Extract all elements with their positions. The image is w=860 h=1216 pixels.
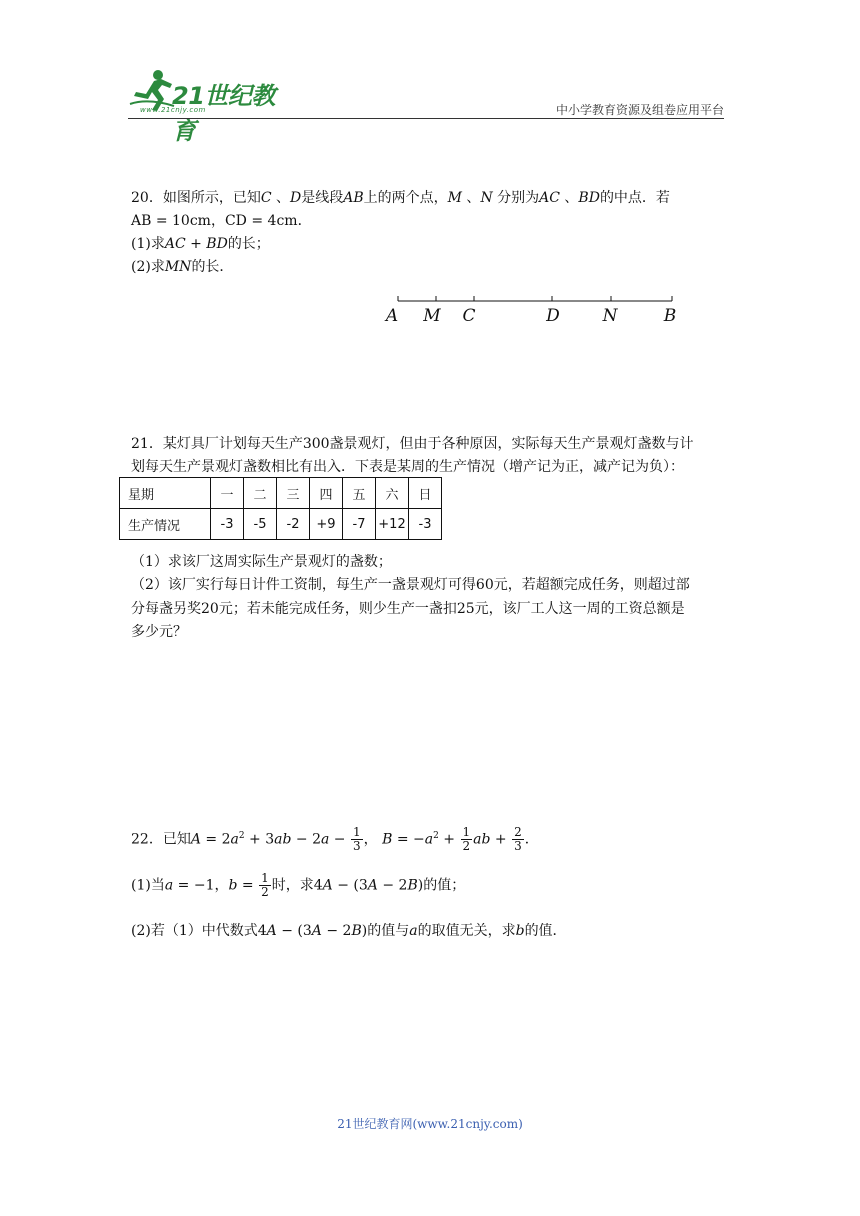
q20-line2: AB = 10cm，CD = 4cm． xyxy=(131,213,312,229)
logo-text: 21世纪教育 xyxy=(172,82,275,145)
table-cell: 一 xyxy=(211,478,244,509)
label-d: D xyxy=(546,306,560,326)
footer-link[interactable]: 21世纪教育网(www.21cnjy.com) xyxy=(337,1117,523,1131)
q21-line1: 21．某灯具厂计划每天生产300盏景观灯，但由于各种原因，实际每天生产景观灯盏数与计 xyxy=(131,436,694,452)
fraction: $\frac{1}{2}$ xyxy=(462,825,471,853)
fraction: $\frac{2}{3}$ xyxy=(514,825,522,853)
cd-value: CD = 4cm xyxy=(224,213,298,229)
table-cell: +12 xyxy=(376,509,409,540)
header-divider xyxy=(128,118,724,119)
table-cell: 日 xyxy=(409,478,442,509)
table-cell: -7 xyxy=(343,509,376,540)
platform-title: 中小学教育资源及组卷应用平台 xyxy=(555,103,724,117)
label-a: A xyxy=(385,306,399,326)
fraction: $\frac{1}{2}$ xyxy=(261,871,269,899)
table-cell: 六 xyxy=(376,478,409,509)
fraction: $\frac{1}{3}$ xyxy=(353,825,361,853)
production-table xyxy=(119,477,442,540)
q21-line2: 划每天生产景观灯盏数相比有出入．下表是某周的生产情况（增产记为正，减产记为负）： xyxy=(131,459,684,475)
label-c: C xyxy=(462,306,476,326)
table-header-day: 星期 xyxy=(120,478,211,509)
table-cell: -2 xyxy=(277,509,310,540)
table-cell: 五 xyxy=(343,478,376,509)
q22-given: 22．已知$A = 2a^2 + 3ab - 2a$ − $\frac{1}{3}$ ， $B = -a^2$ + $\frac{1}{2}$ ab + $\frac{2}{3}$ ． xyxy=(131,825,539,853)
label-n: N xyxy=(602,306,618,326)
table-row xyxy=(120,478,442,509)
table-cell: -3 xyxy=(409,509,442,540)
table-cell: 四 xyxy=(310,478,343,509)
table-header-production: 生产情况 xyxy=(120,509,211,540)
table-row xyxy=(120,509,442,540)
segment-diagram xyxy=(380,290,690,330)
label-b: B xyxy=(663,306,677,326)
table-cell: 二 xyxy=(244,478,277,509)
q22-part1: (1)当a = −1，b = $\frac{1}{2}$ 时，求4A − (3A − 2B)的值； xyxy=(131,871,466,899)
label-m: M xyxy=(423,306,441,326)
q21-part2-line2: 分每盏另奖20元；若未能完成任务，则少生产一盏扣25元，该厂工人这一周的工资总额是 xyxy=(131,601,685,617)
q20-part1: (1)求AC + BD的长； xyxy=(131,236,270,252)
table-cell: 三 xyxy=(277,478,310,509)
table-cell: +9 xyxy=(310,509,343,540)
q21-part2-line3: 多少元？ xyxy=(131,624,187,640)
q20-line1: 20．如图所示，已知C 、D是线段AB上的两个点，M 、N 分别为AC 、BD的中点．若 xyxy=(131,190,670,206)
ab-value: AB = 10cm xyxy=(131,213,211,229)
table-cell: -3 xyxy=(211,509,244,540)
q20-part2: (2)求MN的长． xyxy=(131,259,234,275)
q21-part1: （1）求该厂这周实际生产景观灯的盏数； xyxy=(131,554,392,570)
q21-part2-line1: （2）该厂实行每日计件工资制，每生产一盏景观灯可得60元，若超额完成任务，则超过部 xyxy=(131,577,690,593)
site-logo xyxy=(128,68,298,145)
table-cell: -5 xyxy=(244,509,277,540)
q22-part2: (2)若（1）中代数式4A − (3A − 2B)的值与a的取值无关，求b的值． xyxy=(131,923,567,939)
logo-url: www.21cnjy.com xyxy=(140,106,206,114)
